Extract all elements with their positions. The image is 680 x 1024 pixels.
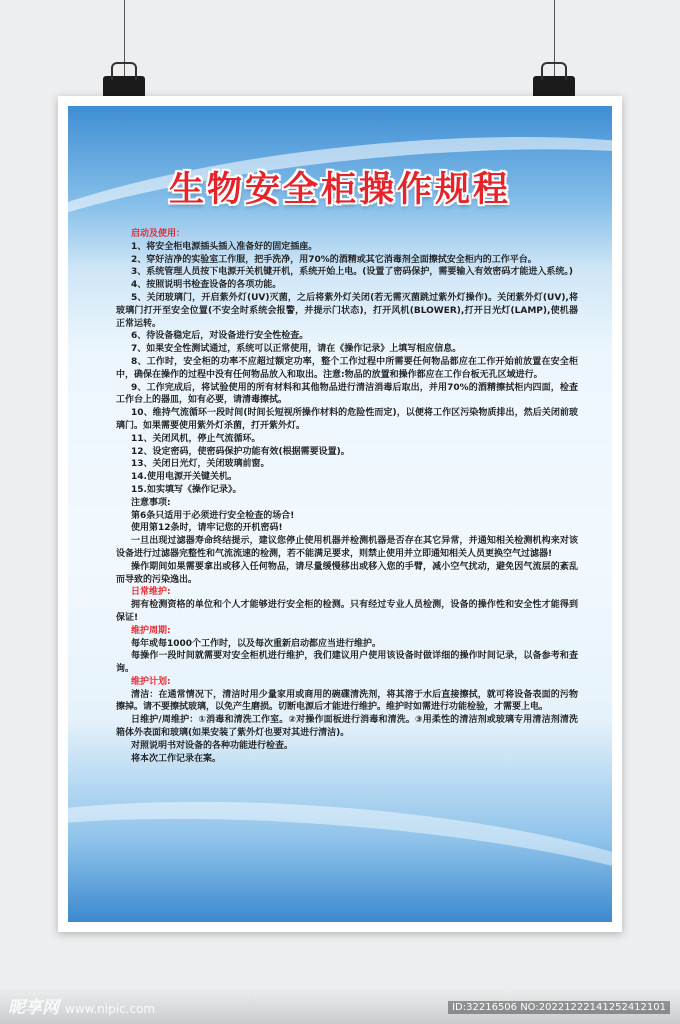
procedure-line: 日维护/周维护：①消毒和清洗工作室。②对操作面板进行消毒和清洗。③用柔性的清洁剂或玻璃专用清洁剂清洗箱体外表面和玻璃(如果安装了紫外灯也要对其进行清洁)。 [116,715,578,739]
section-heading: 日常维护: [131,587,171,598]
poster [58,96,622,932]
section-heading: 维护周期: [131,625,171,636]
procedure-line: 每操作一段时间就需要对安全柜机进行维护，我们建议用户使用该设备时做详细的操作时间记录，以备参考和查询。 [116,651,578,675]
procedure-line: 操作期间如果需要拿出或移入任何物品，请尽量缓慢移出或移入您的手臂，减小空气扰动，避免因气流层的紊乱而导致的污染逸出。 [116,561,578,585]
procedure-line: 注意事项: [131,497,171,508]
procedure-line: 对照说明书对设备的各种功能进行检查。 [131,740,294,751]
procedure-line: 10、维持气流循环一段时间(时间长短视所操作材料的危险性而定)，以便将工作区污染物质排出，然后关闭前玻璃门。如果需要使用紫外灯杀菌，打开紫外灯。 [116,408,578,431]
procedure-line: 9、工作完成后，将试验使用的所有材料和其他物品进行清洁消毒后取出，并用70%的酒精擦拭柜内四面，检查工作台上的器皿，如有必要，请清毒擦拭。 [116,382,578,406]
poster-background [68,106,612,922]
procedure-line: 8、工作时，安全柜的功率不应超过额定功率，整个工作过程中所需要任何物品都应在工作开始前放置在安全柜中，确保在操作的过程中没有任何物品放入和取出。注意:物品的放置和操作都应在工作台板无孔区域进行。 [116,356,578,380]
procedure-line: 清洁：在通常情况下，清洁时用少量家用或商用的碗碟清洗剂，将其溶于水后直接擦拭，就可将设备表面的污物擦掉。请不要擦拭玻璃，以免产生磨损。切断电源后才能进行维护。维护时如需进行功能检验，才需要上电。 [116,689,578,713]
procedure-line: 7、如果安全性测试通过，系统可以正常使用，请在《操作记录》上填写相应信息。 [131,344,462,355]
procedure-text [116,228,578,765]
decor-swoosh-bottom [68,775,612,922]
procedure-line: 第6条只适用于必须进行安全检查的场合! [131,510,295,521]
procedure-line: 3、系统管理人员按下电源开关机键开机，系统开始上电。(设置了密码保护，需要输入有效密码才能进入系统。) [131,267,573,278]
procedure-line: 11、关闭风机，停止气流循环。 [131,433,261,444]
procedure-line: 4、按照说明书检查设备的各项功能。 [131,280,282,291]
procedure-line: 1、将安全柜电源插头插入准备好的固定插座。 [131,241,318,252]
procedure-line: 一旦出现过滤器寿命终结提示，建议您停止使用机器并检测机器是否存在其它异常，并通知相关检测机构来对该设备进行过滤器完整性和气流流速的检测，若不能满足要求，则禁止使用并立即通知相关人员更换空气过滤器! [116,536,578,559]
procedure-line: 14.使用电源开关键关机。 [131,472,237,483]
procedure-line: 2、穿好洁净的实验室工作服，把手洗净，用70%的酒精或其它消毒剂全面擦拭安全柜内的工作平台。 [131,254,537,265]
watermark-bar [0,988,680,1024]
procedure-line: 12、设定密码，使密码保护功能有效(根据需要设置)。 [131,446,350,457]
watermark-site: www.nipic.com [65,1002,156,1016]
procedure-line: 15.如实填写《操作记录》。 [131,484,242,495]
procedure-line: 每年或每1000个工作时，以及每次重新启动都应当进行维护。 [131,638,382,649]
watermark-id: ID:32216506 NO:20221222141252412101 [448,1001,670,1014]
procedure-line: 6、待设备稳定后，对设备进行安全性检查。 [131,331,309,342]
page-title: 生物安全柜操作规程 [168,170,511,210]
procedure-line: 将本次工作记录在案。 [131,753,222,764]
section-heading: 启动及使用： [131,229,186,239]
section-heading: 维护计划: [131,676,171,687]
procedure-line: 使用第12条时，请牢记您的开机密码! [131,523,283,534]
procedure-line: 5、关闭玻璃门，开启紫外灯(UV)灭菌，之后将紫外灯关闭(若无需灭菌跳过紫外灯操作)。关闭紫外灯(UV),将玻璃门打开至安全位置(不安全时系统会报警，并提示门状态)，打开风机(BLOWER),打开日光灯(LAMP),使机器正常运转。 [116,292,578,329]
procedure-line: 拥有检测资格的单位和个人才能够进行安全柜的检测。只有经过专业人员检测，设备的操作性和安全性才能得到保证! [116,600,578,623]
procedure-line: 13、关闭日光灯，关闭玻璃前窗。 [131,459,270,470]
watermark-brand: 昵享网 www.nipic.com [8,998,156,1018]
